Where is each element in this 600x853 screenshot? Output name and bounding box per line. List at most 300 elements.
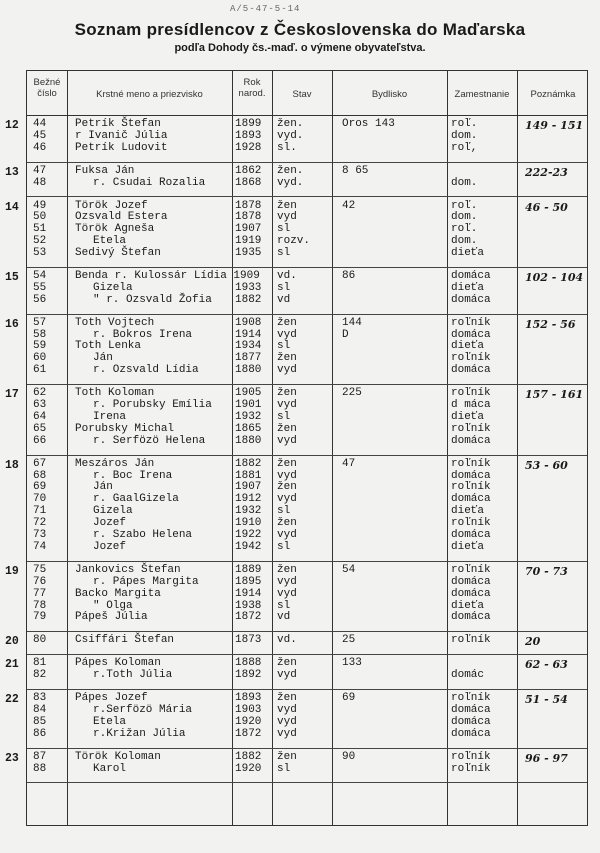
birth-year: 1907 — [235, 481, 262, 494]
occupation: dom. — [451, 235, 478, 248]
entry-number: 74 — [33, 540, 47, 553]
table-row — [27, 612, 587, 623]
marital-status: vd. — [277, 634, 297, 647]
marital-status: vd. — [277, 270, 297, 282]
marital-status: vyd — [277, 727, 297, 740]
person-name: Ján — [93, 481, 113, 494]
marital-status: žen — [277, 352, 297, 365]
marital-status: vyd — [277, 211, 297, 224]
table-row — [27, 542, 587, 553]
residence: 47 — [342, 457, 356, 470]
occupation: domáca — [451, 364, 491, 377]
entry-number: 73 — [33, 529, 47, 542]
birth-year: 1910 — [235, 517, 262, 530]
person-name: Ozsvald Estera — [75, 211, 168, 224]
family-group — [5, 654, 587, 690]
group-number: 21 — [5, 658, 19, 672]
marital-status: žen — [277, 563, 297, 576]
group-number: 16 — [5, 317, 19, 331]
group-note: 96 - 97 — [525, 751, 568, 765]
birth-year: 1942 — [235, 540, 262, 553]
table-row — [27, 436, 587, 447]
person-name: r.Serfözö Mária — [93, 703, 193, 716]
birth-year: 1872 — [235, 727, 262, 740]
table-row — [27, 657, 587, 672]
birth-year: 1888 — [235, 657, 262, 670]
entry-number: 46 — [33, 141, 47, 154]
marital-status: žen — [277, 750, 297, 763]
birth-year: 1920 — [235, 715, 262, 728]
birth-year: 1878 — [235, 211, 262, 224]
occupation: domáca — [451, 293, 491, 306]
table-row — [27, 424, 587, 435]
occupation: domáca — [451, 611, 491, 624]
entry-number: 80 — [33, 634, 47, 647]
birth-year: 1914 — [235, 328, 262, 341]
occupation: domáca — [451, 529, 491, 542]
group-note: 222-23 — [525, 165, 568, 179]
entry-number: 51 — [33, 223, 47, 236]
entry-number: 76 — [33, 575, 47, 588]
group-note: 102 - 104 — [525, 271, 584, 284]
entry-number: 63 — [33, 399, 47, 412]
birth-year: 1912 — [235, 493, 262, 506]
resettlement-table — [5, 70, 588, 826]
document-title: Soznam presídlencov z Československa do Maďarska — [74, 20, 526, 39]
document-subtitle: podľa Dohody čs.-maď. o výmene obyvateľstva. — [174, 42, 426, 54]
table-row — [27, 131, 587, 142]
occupation: roľník — [451, 634, 491, 647]
person-name: Ján — [93, 352, 113, 365]
occupation: roľník — [451, 457, 491, 470]
occupation: domáca — [451, 715, 491, 728]
marital-status: sl — [277, 762, 291, 775]
table-row — [27, 224, 587, 235]
group-note: 152 - 56 — [525, 317, 576, 331]
birth-year: 1893 — [235, 692, 262, 705]
table-row — [27, 295, 587, 306]
birth-year: 1892 — [235, 669, 262, 682]
birth-year: 1938 — [235, 599, 262, 612]
occupation: dom. — [451, 129, 478, 142]
table-row — [27, 318, 587, 329]
person-name: Porubsky Michal — [75, 422, 175, 435]
marital-status: žen. — [277, 118, 304, 130]
table-row — [27, 143, 587, 154]
entry-number: 70 — [33, 493, 47, 506]
group-number: 22 — [5, 693, 19, 707]
residence: 54 — [342, 563, 356, 576]
marital-status: žen — [277, 657, 297, 670]
marital-status: vyd — [277, 469, 297, 482]
residence: Oros 143 — [342, 118, 395, 130]
marital-status: žen — [277, 387, 297, 400]
group-number: 13 — [5, 165, 19, 179]
occupation: dieťa — [451, 281, 485, 294]
entry-number: 83 — [33, 692, 47, 705]
marital-status: vd — [277, 293, 291, 306]
residence: 86 — [342, 270, 356, 282]
table-row — [27, 178, 587, 189]
birth-year: 1922 — [235, 529, 262, 542]
entry-number: 64 — [33, 410, 47, 423]
birth-year: 1862 — [235, 164, 262, 177]
marital-status: žen — [277, 692, 297, 705]
entry-number: 84 — [33, 703, 47, 716]
table-row — [27, 412, 587, 423]
person-name: Petrík Ludovit — [75, 141, 168, 154]
table-row — [27, 589, 587, 600]
birth-year: 1877 — [235, 352, 262, 365]
marital-status: vyd — [277, 575, 297, 588]
marital-status: žen — [277, 422, 297, 435]
table-row — [27, 518, 587, 529]
birth-year: 1889 — [235, 563, 262, 576]
person-name: Pápes Jozef — [75, 692, 148, 705]
table-row — [27, 494, 587, 505]
birth-year: 1881 — [235, 469, 262, 482]
person-name: r. GaalGizela — [93, 493, 179, 506]
birth-year: 1878 — [235, 199, 262, 212]
entry-number: 44 — [33, 118, 47, 130]
group-note: 70 - 73 — [525, 564, 568, 578]
birth-year: 1914 — [235, 587, 262, 600]
entry-number: 67 — [33, 457, 47, 470]
occupation: domáca — [451, 328, 491, 341]
occupation: dieťa — [451, 540, 485, 553]
entry-number: 66 — [33, 434, 47, 447]
table-row — [27, 341, 587, 352]
occupation: domáca — [451, 493, 491, 506]
marital-status: žen. — [277, 164, 304, 177]
person-name: Backo Margita — [75, 587, 161, 600]
entry-number: 55 — [33, 281, 47, 294]
occupation: dieťa — [451, 340, 485, 353]
marital-status: sl — [277, 281, 291, 294]
marital-status: vyd — [277, 587, 297, 600]
residence: 144 — [342, 316, 362, 329]
family-group — [5, 115, 587, 163]
marital-status: vyd — [277, 493, 297, 506]
occupation: roľ. — [451, 118, 478, 130]
entry-number: 60 — [33, 352, 47, 365]
family-group — [5, 631, 587, 655]
table-row — [27, 729, 587, 740]
person-name: r. Csudai Rozalia — [93, 176, 206, 189]
occupation: roľ. — [451, 199, 478, 212]
table-row — [27, 400, 587, 411]
occupation: roľník — [451, 316, 491, 329]
person-name: Meszáros Ján — [75, 457, 155, 470]
marital-status: sl — [277, 505, 291, 518]
person-name: r.Toth Júlia — [93, 669, 173, 682]
table-row — [27, 353, 587, 364]
marital-status: vyd — [277, 328, 297, 341]
table-row — [27, 530, 587, 541]
entry-number: 54 — [33, 270, 47, 282]
person-name: Fuksa Ján — [75, 164, 135, 177]
birth-year: 1872 — [235, 611, 262, 624]
person-name: Toth Lenka — [75, 340, 142, 353]
header-name: Krstné meno a priezvisko — [96, 89, 203, 100]
residence: 8 65 — [342, 164, 369, 177]
marital-status: sl — [277, 247, 291, 260]
table-row — [27, 577, 587, 588]
group-number: 20 — [5, 635, 19, 649]
marital-status: vyd — [277, 434, 297, 447]
header-note: Poznámka — [530, 89, 576, 100]
residence: 133 — [342, 657, 362, 670]
person-name: Pápes Koloman — [75, 657, 161, 670]
marital-status: vd — [277, 611, 291, 624]
table-row — [27, 471, 587, 482]
residence: 69 — [342, 692, 356, 705]
entry-number: 47 — [33, 164, 47, 177]
person-name: " Olga — [93, 599, 133, 612]
occupation: domáca — [451, 727, 491, 740]
birth-year: 1928 — [235, 141, 262, 154]
family-group — [5, 689, 587, 749]
person-name: Toth Vojtech — [75, 316, 155, 329]
birth-year: 1934 — [235, 340, 262, 353]
person-name: r. Pápes Margita — [93, 575, 199, 588]
family-group — [5, 384, 587, 456]
occupation: roľ, — [451, 141, 478, 154]
person-name: Jozef — [93, 517, 127, 530]
person-name: r. Bokros Irena — [93, 328, 193, 341]
entry-number: 49 — [33, 199, 47, 212]
birth-year: 1865 — [235, 422, 262, 435]
entry-number: 45 — [33, 129, 47, 142]
table-header — [27, 71, 587, 116]
birth-year: 1880 — [235, 364, 262, 377]
header-occupation: Zamestnanie — [454, 89, 510, 100]
birth-year: 1882 — [235, 293, 262, 306]
birth-year: 1908 — [235, 316, 262, 329]
table-row — [27, 705, 587, 716]
residence: D — [342, 328, 349, 341]
occupation: domáca — [451, 575, 491, 588]
table-row — [27, 365, 587, 376]
entry-number: 87 — [33, 750, 47, 763]
residence: 90 — [342, 750, 356, 763]
marital-status: sl. — [277, 141, 297, 154]
person-name: r. Serfözö Helena — [93, 434, 206, 447]
group-note: 62 - 63 — [525, 658, 568, 672]
table-row — [27, 670, 587, 681]
person-name: r. Szabo Helena — [93, 529, 193, 542]
entry-number: 88 — [33, 762, 47, 775]
entry-number: 69 — [33, 481, 47, 494]
group-note: 157 - 161 — [525, 388, 584, 402]
table-row — [27, 236, 587, 247]
occupation: roľník — [451, 762, 491, 775]
residence: 42 — [342, 199, 356, 212]
table-row — [27, 459, 587, 470]
person-name: r Ivanič Júlia — [75, 129, 168, 142]
group-note: 20 — [525, 635, 541, 649]
person-name: Csiffári Štefan — [75, 634, 175, 647]
table-row — [27, 692, 587, 707]
entry-number: 52 — [33, 235, 47, 248]
group-note: 46 - 50 — [525, 200, 568, 214]
birth-year: 1920 — [235, 762, 262, 775]
occupation: roľ. — [451, 223, 478, 236]
occupation: roľník — [451, 422, 491, 435]
group-number: 18 — [5, 458, 19, 472]
occupation: roľník — [451, 387, 491, 400]
entry-number: 86 — [33, 727, 47, 740]
group-note: 53 - 60 — [525, 458, 568, 472]
marital-status: sl — [277, 223, 291, 236]
person-name: Török Koloman — [75, 750, 161, 763]
person-name: Jozef — [93, 540, 127, 553]
entry-number: 71 — [33, 505, 47, 518]
occupation: domáca — [451, 587, 491, 600]
birth-year: 1901 — [235, 399, 262, 412]
birth-year: 1903 — [235, 703, 262, 716]
person-name: Gizela — [93, 281, 133, 294]
marital-status: vyd. — [277, 176, 304, 189]
birth-year: 1907 — [235, 223, 262, 236]
marital-status: rozv. — [277, 235, 311, 248]
person-name: Petrík Štefan — [75, 118, 161, 130]
header-year: Rok narod. — [238, 77, 266, 99]
table-row — [27, 634, 587, 649]
birth-year: 1893 — [235, 129, 262, 142]
birth-year: 1932 — [235, 505, 262, 518]
entry-number: 81 — [33, 657, 47, 670]
marital-status: vyd — [277, 364, 297, 377]
occupation: dom. — [451, 211, 478, 224]
occupation: roľník — [451, 481, 491, 494]
header-number: Bežné číslo — [33, 77, 61, 99]
entry-number: 75 — [33, 563, 47, 576]
person-name: Etela — [93, 235, 127, 248]
family-group — [5, 267, 587, 315]
table-row — [27, 482, 587, 493]
occupation: dieťa — [451, 410, 485, 423]
birth-year: 1905 — [235, 387, 262, 400]
occupation: roľník — [451, 750, 491, 763]
birth-year: 1899 — [235, 118, 262, 130]
occupation: domáca — [451, 434, 491, 447]
table-row — [27, 248, 587, 259]
family-group — [5, 314, 587, 386]
person-name: Sedivý Štefan — [75, 247, 161, 260]
occupation: roľník — [451, 692, 491, 705]
family-group — [5, 748, 587, 784]
marital-status: žen — [277, 199, 297, 212]
entry-number: 48 — [33, 176, 47, 189]
entry-number: 77 — [33, 587, 47, 600]
occupation: roľník — [451, 352, 491, 365]
entry-number: 78 — [33, 599, 47, 612]
group-number: 12 — [5, 119, 19, 132]
marital-status: sl — [277, 410, 291, 423]
occupation: domáca — [451, 703, 491, 716]
group-number: 14 — [5, 200, 19, 214]
table-row — [27, 717, 587, 728]
table-row — [27, 601, 587, 612]
entry-number: 61 — [33, 364, 47, 377]
table-row — [27, 201, 587, 212]
entry-number: 56 — [33, 293, 47, 306]
person-name: Pápeš Júlia — [75, 611, 148, 624]
person-name: Toth Koloman — [75, 387, 155, 400]
table-row — [27, 565, 587, 576]
person-name: r.Križan Júlia — [93, 727, 186, 740]
person-name: Jankovics Štefan — [75, 563, 181, 576]
occupation: dieťa — [451, 247, 485, 260]
person-name: Benda r. Kulossár Lídia 1909 — [75, 270, 260, 282]
occupation: d máca — [451, 399, 491, 412]
table-row — [27, 506, 587, 517]
person-name: r. Boc Irena — [93, 469, 173, 482]
occupation: roľník — [451, 517, 491, 530]
entry-number: 62 — [33, 387, 47, 400]
entry-number: 68 — [33, 469, 47, 482]
birth-year: 1895 — [235, 575, 262, 588]
entry-number: 58 — [33, 328, 47, 341]
birth-year: 1932 — [235, 410, 262, 423]
marital-status: vyd — [277, 703, 297, 716]
occupation: dieťa — [451, 505, 485, 518]
table-row — [27, 271, 587, 282]
person-name: Török Agneša — [75, 223, 155, 236]
table-row — [27, 387, 587, 402]
marital-status: vyd — [277, 399, 297, 412]
occupation: dieťa — [451, 599, 485, 612]
marital-status: žen — [277, 316, 297, 329]
marital-status: sl — [277, 540, 291, 553]
group-number: 19 — [5, 564, 19, 578]
occupation: dom. — [451, 176, 478, 189]
table-row — [27, 752, 587, 763]
table-row — [27, 330, 587, 341]
occupation: roľník — [451, 563, 491, 576]
table-row — [27, 283, 587, 294]
marital-status: vyd — [277, 669, 297, 682]
person-name: Etela — [93, 715, 127, 728]
marital-status: žen — [277, 517, 297, 530]
table-row — [27, 212, 587, 223]
group-number: 23 — [5, 751, 19, 765]
person-name: r. Porubsky Emília — [93, 399, 212, 412]
occupation: domác — [451, 669, 485, 682]
birth-year: 1933 — [235, 281, 262, 294]
occupation: domáca — [451, 270, 491, 282]
table-row — [27, 764, 587, 775]
group-number: 17 — [5, 388, 19, 402]
birth-year: 1882 — [235, 457, 262, 470]
person-name: Irena — [93, 410, 127, 423]
family-group — [5, 561, 587, 633]
group-note: 51 - 54 — [525, 693, 568, 707]
group-note: 149 - 151 — [525, 119, 584, 132]
entry-number: 50 — [33, 211, 47, 224]
family-group — [5, 455, 587, 562]
table-row — [27, 119, 587, 130]
person-name: Karol — [93, 762, 127, 775]
birth-year: 1882 — [235, 750, 262, 763]
residence: 25 — [342, 634, 356, 647]
entry-number: 85 — [33, 715, 47, 728]
marital-status: vyd — [277, 529, 297, 542]
entry-number: 53 — [33, 247, 47, 260]
entry-number: 59 — [33, 340, 47, 353]
marital-status: vyd — [277, 715, 297, 728]
